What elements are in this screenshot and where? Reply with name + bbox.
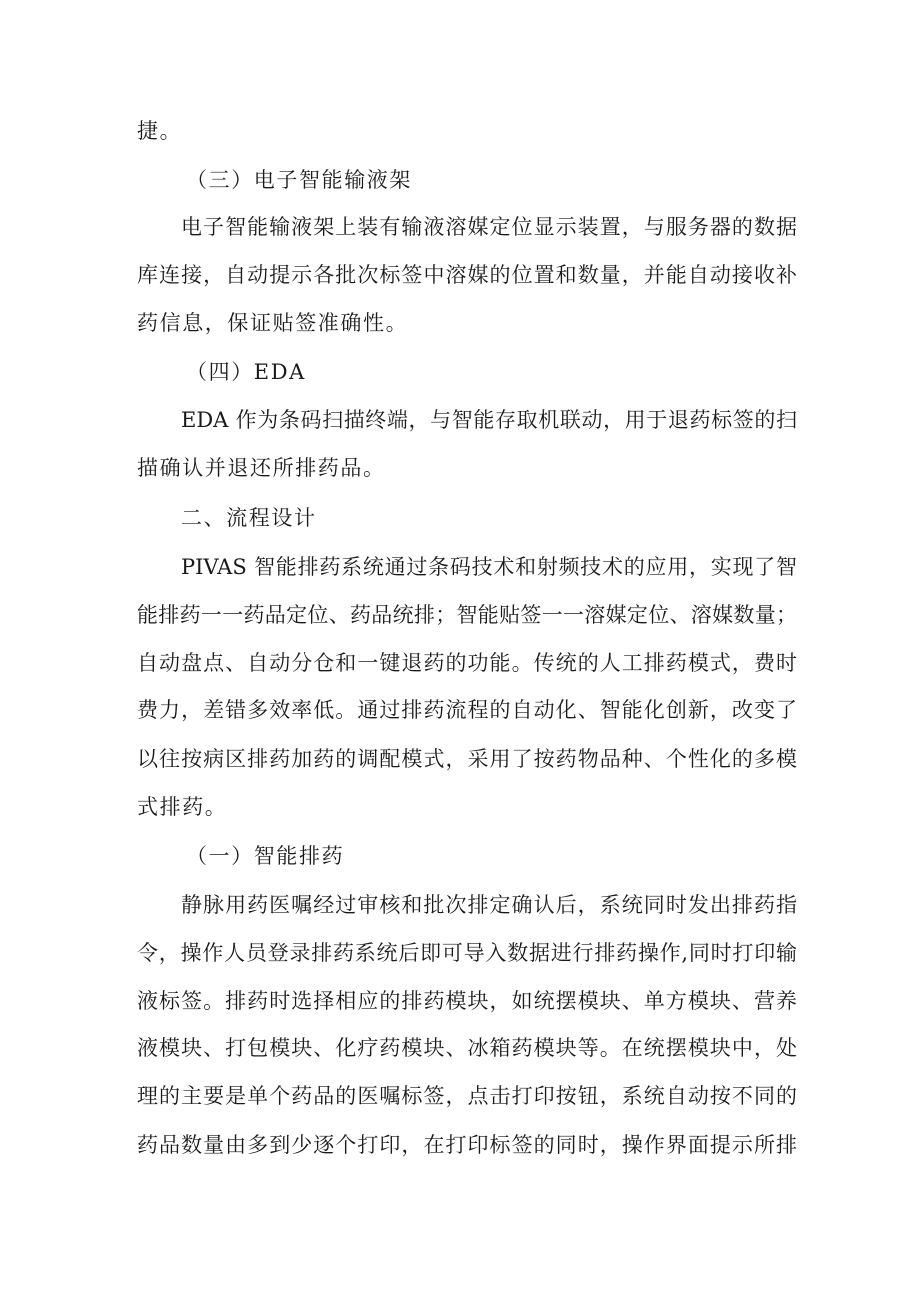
section-heading-2: 二、流程设计	[181, 506, 317, 530]
paragraph-line: 自动盘点、自动分仓和一键退药的功能。传统的人工排药模式，费时	[137, 651, 797, 675]
paragraph-end-line: 捷。	[137, 119, 183, 143]
paragraph-line: 描确认并退还所排药品。	[137, 456, 386, 480]
paragraph-line: 静脉用药医嘱经过审核和批次排定确认后，系统同时发出排药指	[181, 893, 797, 917]
subsection-heading-3: （三）电子智能输液架	[186, 168, 412, 192]
paragraph-line: 以往按病区排药加药的调配模式，采用了按药物品种、个性化的多模	[137, 747, 797, 771]
subsection-heading-1: （一）智能排药	[186, 844, 345, 868]
paragraph-line: 式排药。	[137, 795, 228, 819]
paragraph-line: 费力，差错多效率低。通过排药流程的自动化、智能化创新，改变了	[137, 698, 797, 722]
paragraph-line: 库连接，自动提示各批次标签中溶媒的位置和数量，并能自动接收补	[137, 263, 797, 287]
paragraph-line: 电子智能输液架上装有输液溶媒定位显示装置，与服务器的数据	[181, 215, 797, 239]
subsection-heading-4: （四）EDA	[186, 360, 306, 384]
paragraph-line: EDA 作为条码扫描终端，与智能存取机联动，用于退药标签的扫	[181, 408, 797, 432]
paragraph-line: 液标签。排药时选择相应的排药模块，如统摆模块、单方模块、营养	[137, 989, 797, 1013]
paragraph-line: 液模块、打包模块、化疗药模块、冰箱药模块等。在统摆模块中，处	[137, 1036, 797, 1060]
paragraph-line: 理的主要是单个药品的医嘱标签，点击打印按钮，系统自动按不同的	[137, 1084, 797, 1108]
paragraph-line: 药品数量由多到少逐个打印，在打印标签的同时，操作界面提示所排	[137, 1133, 797, 1157]
paragraph-line: 令，操作人员登录排药系统后即可导入数据进行排药操作,同时打印输	[137, 941, 797, 965]
paragraph-line: PIVAS 智能排药系统通过条码技术和射频技术的应用，实现了智	[181, 555, 797, 579]
paragraph-line: 药信息，保证贴签准确性。	[137, 311, 409, 335]
paragraph-line: 能排药一一药品定位、药品统排；智能贴签一一溶媒定位、溶媒数量；	[137, 603, 797, 627]
